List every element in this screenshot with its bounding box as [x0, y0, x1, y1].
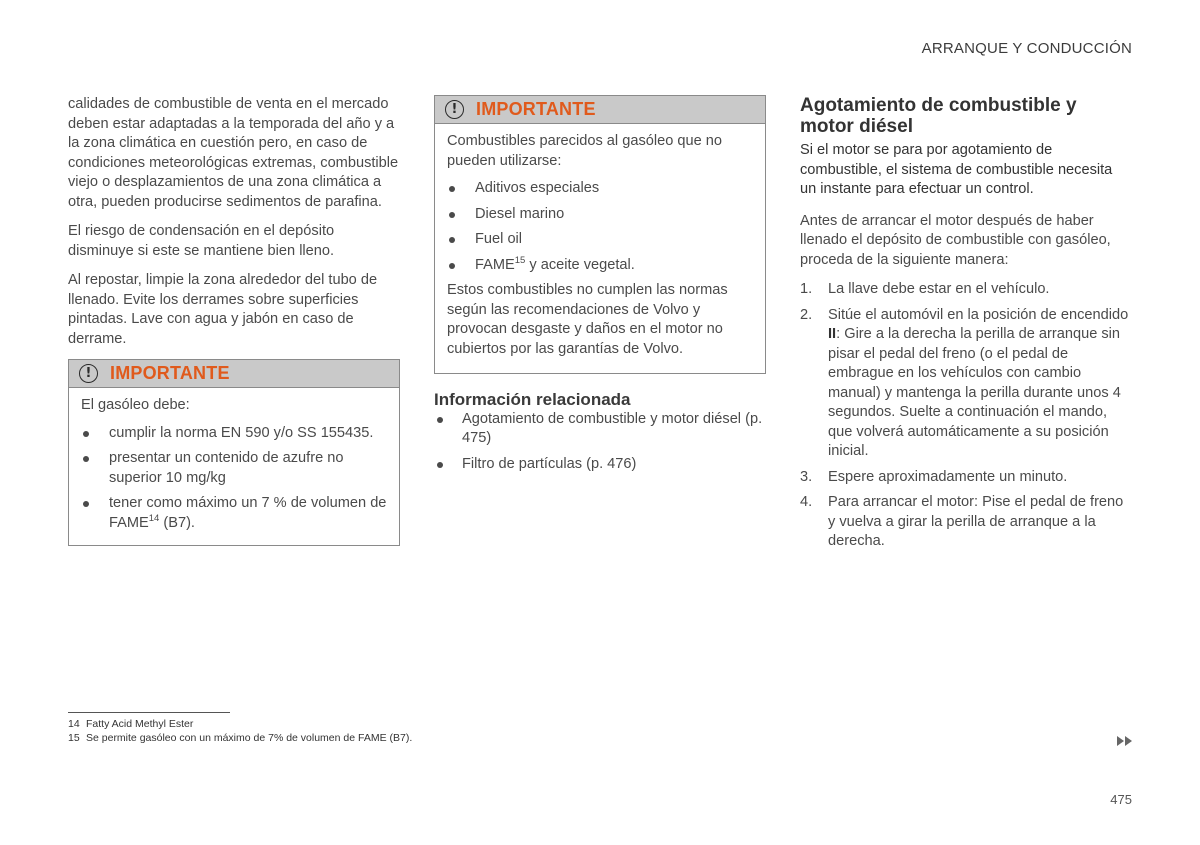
footnote-text: Fatty Acid Methyl Ester	[86, 718, 194, 730]
list-item-text-end: (B7).	[159, 514, 195, 531]
footnote	[68, 731, 412, 745]
list-item: cumplir la norma EN 590 y/o SS 155435.	[81, 424, 387, 444]
footnote	[68, 717, 412, 731]
page-number: 475	[1110, 792, 1132, 807]
important-box-diesel-requirements	[68, 359, 400, 546]
list-item	[81, 494, 387, 533]
important-box-unsuitable-fuels	[434, 95, 766, 374]
footnotes	[68, 717, 412, 745]
column-middle	[434, 95, 766, 480]
paragraph-refueling: Al repostar, limpie la zona alrededor del tubo de llenado. Evite los derrames sobre superficies pintadas. Lave con agua y jabón en caso de derrame.	[68, 272, 378, 347]
column-left	[68, 95, 400, 546]
step-text	[828, 306, 1132, 462]
related-link[interactable]: Agotamiento de combustible y motor diésel (p. 475)	[434, 410, 766, 449]
list-item: Diesel marino	[447, 205, 753, 225]
step-number: 3.	[800, 468, 813, 485]
footnote-number: 15	[68, 732, 80, 744]
important-box-header	[435, 96, 765, 124]
procedure-steps	[800, 280, 1132, 552]
list-item-text: tener como máximo un 7 % de volumen de FAME	[109, 495, 387, 531]
important-box-body	[435, 124, 765, 373]
step-item	[800, 468, 1132, 488]
step-item	[800, 493, 1132, 552]
footnote-text: Se permite gasóleo con un máximo de 7% de volumen de FAME (B7).	[86, 732, 413, 744]
box-outro: Estos combustibles no cumplen las normas según las recomendaciones de Volvo y provocan desgaste y daños en el motor no cubiertos por las garantías de Volvo.	[447, 282, 728, 357]
step-text: La llave debe estar en el vehículo.	[828, 281, 1050, 297]
step-number: 1.	[800, 281, 813, 297]
column-right	[800, 95, 1132, 558]
paragraph-paraffin: calidades de combustible de venta en el mercado deben estar adaptadas a la temporada del año y a la zona climática en cuestión pero, en caso de condiciones meteorológicas extremas, combustible viejo o desplazamientos de una zona climática a otra, pueden producirse sedimentos de parafina.	[68, 96, 399, 210]
related-links	[434, 410, 766, 475]
list-item: Aditivos especiales	[447, 179, 753, 199]
step-number: 2.	[800, 306, 813, 323]
double-arrow-right-icon[interactable]	[1117, 736, 1132, 746]
box-intro: Combustibles parecidos al gasóleo que no pueden utilizarse:	[447, 133, 723, 169]
requirements-list	[81, 424, 387, 534]
ignition-position-label: II	[828, 326, 837, 342]
exclamation-circle-icon: !	[445, 100, 464, 119]
step-item	[800, 280, 1132, 300]
paragraph-condensation: El riesgo de condensación en el depósito disminuye si este se mantiene bien lleno.	[68, 223, 335, 259]
list-item: presentar un contenido de azufre no superior 10 mg/kg	[81, 449, 387, 488]
list-item: Fuel oil	[447, 230, 753, 250]
unsuitable-fuels-list	[447, 179, 753, 275]
step-text-end: : Gire a la derecha la perilla de arranque sin pisar el pedal del freno (o el pedal de embrague en los vehículos con cambio manual) y mantenga la perilla durante unos 4 segundos. Suelte a continuación el mando, que volverá automáticamente a su posición inicial.	[828, 326, 1121, 459]
section-header: ARRANQUE Y CONDUCCIÓN	[921, 40, 1132, 57]
important-box-body	[69, 388, 399, 545]
important-title: IMPORTANTE	[110, 362, 230, 383]
footnote-ref: 14	[148, 512, 160, 524]
paragraph-procedure: Antes de arrancar el motor después de haber llenado el depósito de combustible con gasóleo, proceda de la siguiente manera:	[800, 212, 1111, 268]
step-text-start: Sitúe el automóvil en la posición de encendido	[828, 306, 1129, 323]
footnote-divider	[68, 712, 230, 713]
related-link[interactable]: Filtro de partículas (p. 476)	[434, 455, 766, 475]
related-info-heading: Información relacionada	[434, 390, 631, 409]
list-item-text: FAME	[475, 256, 515, 273]
section-intro: Si el motor se para por agotamiento de combustible, el sistema de combustible necesita un instante para efectuar un control.	[800, 142, 1113, 197]
important-box-header	[69, 360, 399, 388]
step-text: Espere aproximadamente un minuto.	[828, 468, 1068, 485]
section-heading: Agotamiento de combustible y motor diésel	[800, 95, 1077, 137]
footnote-ref: 15	[514, 254, 526, 266]
step-text: Para arrancar el motor: Pise el pedal de freno y vuelva a girar la perilla de arranque a la derecha.	[828, 494, 1124, 549]
exclamation-circle-icon: !	[79, 364, 98, 383]
list-item-text-end: y aceite vegetal.	[525, 256, 635, 273]
list-item	[447, 256, 753, 276]
important-title: IMPORTANTE	[476, 98, 596, 119]
box-intro: El gasóleo debe:	[81, 397, 190, 413]
footnote-number: 14	[68, 718, 80, 730]
step-number: 4.	[800, 494, 813, 510]
step-item	[800, 306, 1132, 462]
